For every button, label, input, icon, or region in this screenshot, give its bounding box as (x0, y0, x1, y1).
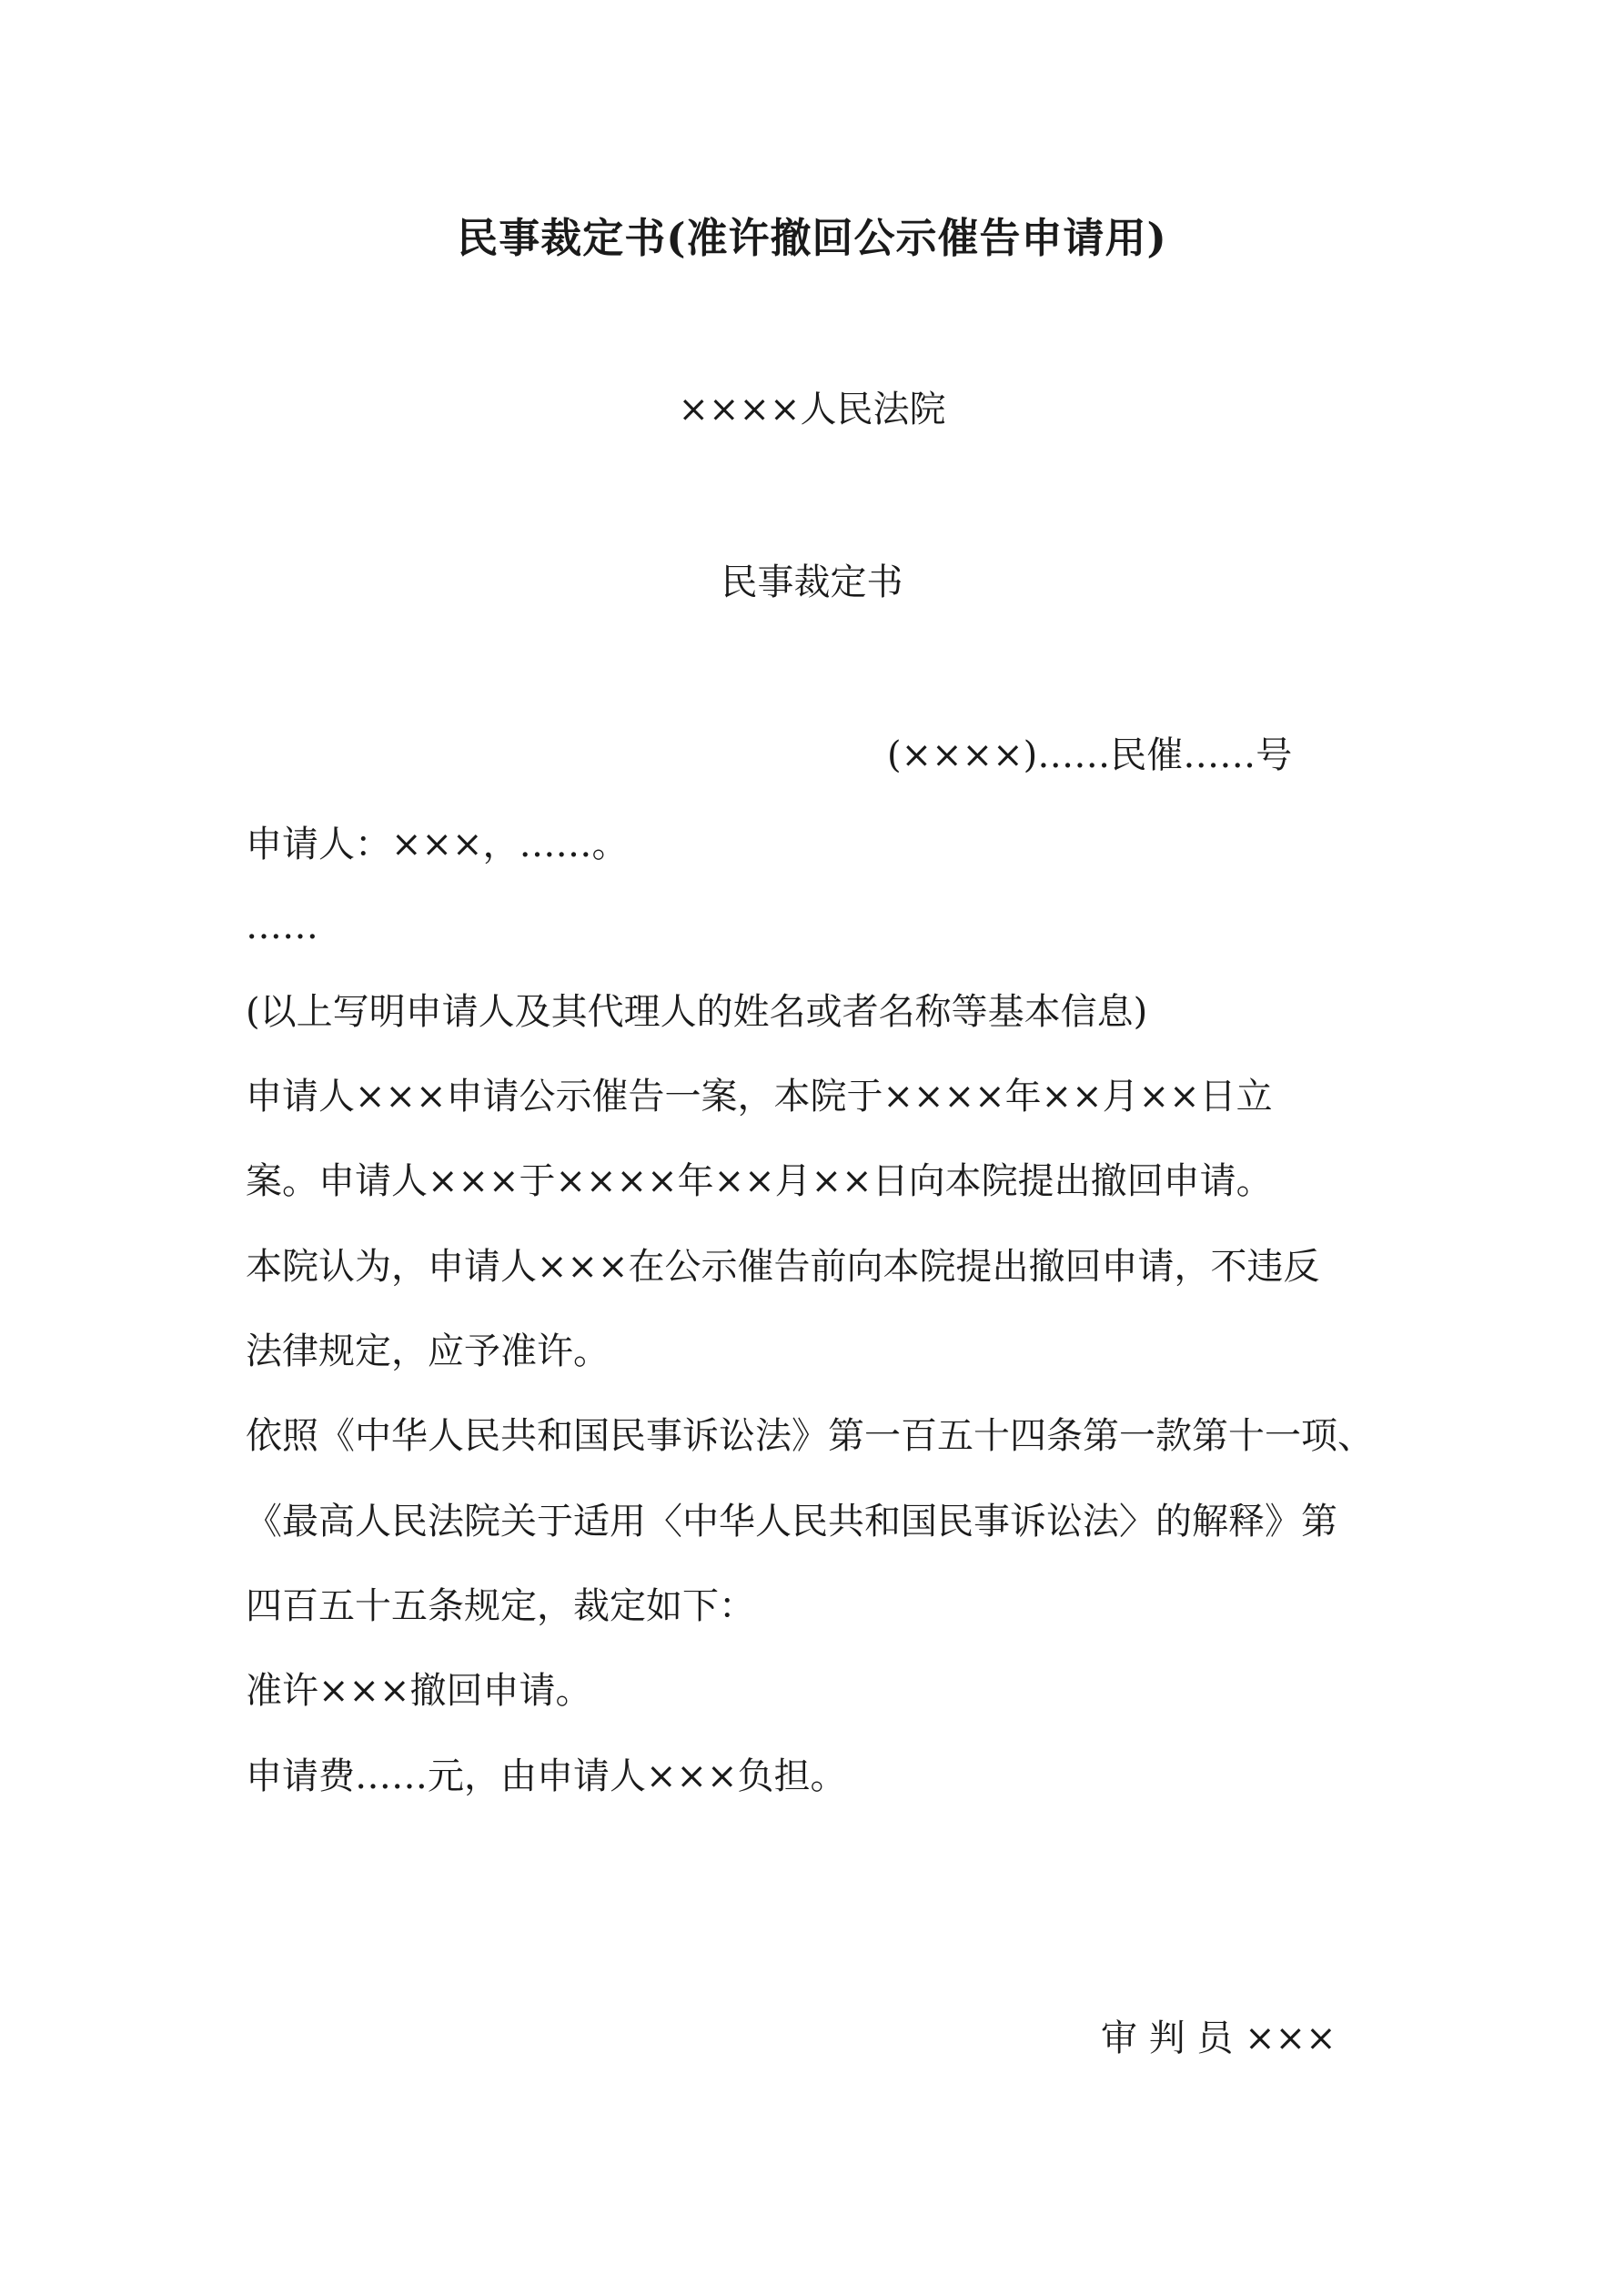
body-line-basis-3: 四百五十五条规定，裁定如下： (246, 1585, 755, 1627)
body-line-applicant: 申请人：×××，……。 (246, 824, 629, 865)
judge-signature: 审 判 员 ××× (1101, 2018, 1337, 2059)
body-line-reasoning-2: 法律规定，应予准许。 (246, 1330, 610, 1372)
court-name: ××××人民法院 (678, 389, 946, 430)
body-line-ellipsis: …… (246, 905, 318, 947)
body-line-reasoning-1: 本院认为，申请人×××在公示催告前向本院提出撤回申请，不违反 (246, 1246, 1320, 1288)
document-type: 民事裁定书 (721, 561, 903, 603)
body-line-ruling: 准许×××撤回申请。 (246, 1670, 592, 1712)
body-line-facts-2: 案。申请人×××于××××年××月××日向本院提出撤回申请。 (246, 1160, 1273, 1202)
body-line-facts-1: 申请人×××申请公示催告一案，本院于××××年××月××日立 (246, 1076, 1273, 1118)
body-line-basis-1: 依照《中华人民共和国民事诉讼法》第一百五十四条第一款第十一项、 (246, 1415, 1374, 1457)
body-line-note: (以上写明申请人及其代理人的姓名或者名称等基本信息) (246, 991, 1148, 1033)
document-title: 民事裁定书(准许撤回公示催告申请用) (457, 214, 1167, 262)
body-line-basis-2: 《最高人民法院关于适用〈中华人民共和国民事诉讼法〉的解释》第 (246, 1501, 1337, 1542)
case-number: (××××)……民催……号 (887, 734, 1293, 776)
body-line-fee: 申请费……元，由申请人×××负担。 (246, 1755, 847, 1797)
